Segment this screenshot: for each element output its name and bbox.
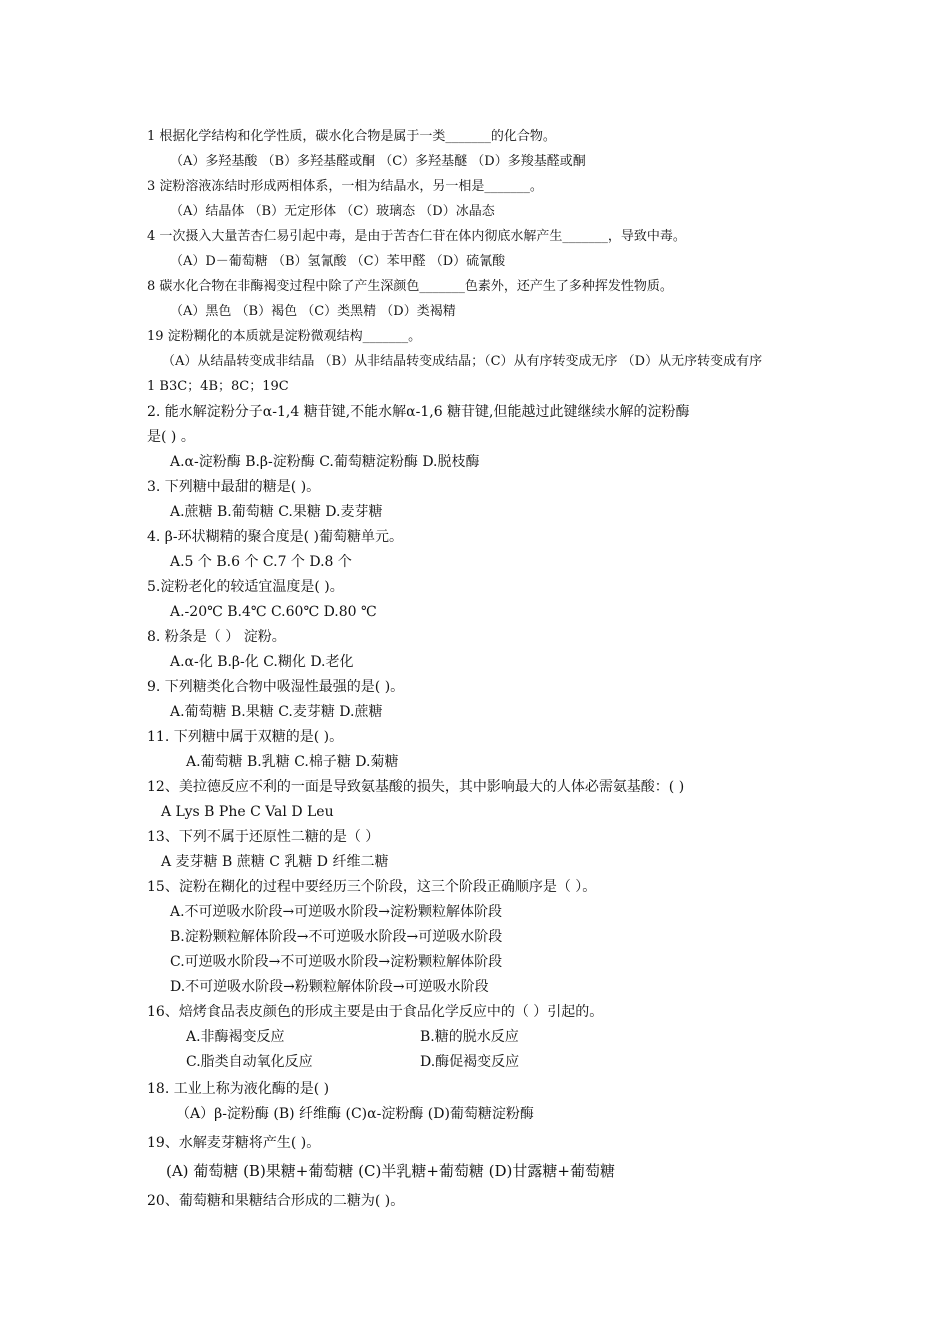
mc-question-13: 13、下列不属于还原性二糖的是（ ） xyxy=(147,829,380,845)
mc-question-5: 5.淀粉老化的较适宜温度是( )。 xyxy=(147,579,344,595)
mc-question-15: 15、淀粉在糊化的过程中要经历三个阶段，这三个阶段正确顺序是（ ）。 xyxy=(147,879,597,895)
mc-question-3-options: A.蔗糖 B.葡萄糖 C.果糖 D.麦芽糖 xyxy=(170,504,383,520)
question-19-options: （A）从结晶转变成非结晶 （B）从非结晶转变成结晶；（C）从有序转变成无序 （D）从无序转变成有序 xyxy=(162,354,763,369)
mc-question-5-options: A.-20℃ B.4℃ C.60℃ D.80 ℃ xyxy=(170,604,377,620)
mc-question-2-cont: 是( ) 。 xyxy=(147,429,195,445)
mc-question-12-options: A Lys B Phe C Val D Leu xyxy=(161,804,334,820)
mc-question-4-options: A.5 个 B.6 个 C.7 个 D.8 个 xyxy=(170,554,352,570)
mc-question-2-options: A.α-淀粉酶 B.β-淀粉酶 C.葡萄糖淀粉酶 D.脱枝酶 xyxy=(170,454,480,470)
mc-question-3: 3. 下列糖中最甜的糖是( )。 xyxy=(147,479,321,495)
mc-question-16: 16、焙烤食品表皮颜色的形成主要是由于食品化学反应中的（ ）引起的。 xyxy=(147,1004,604,1020)
mc-question-15-option-d: D.不可逆吸水阶段→粉颗粒解体阶段→可逆吸水阶段 xyxy=(170,979,489,995)
question-4: 4 一次摄入大量苦杏仁易引起中毒，是由于苦杏仁苷在体内彻底水解产生_______，导致中毒。 xyxy=(147,229,686,244)
question-8-options: （A）黑色 （B）褐色 （C）类黑精 （D）类褐精 xyxy=(170,304,456,319)
mc-question-2: 2. 能水解淀粉分子α-1,4 糖苷键,不能水解α-1,6 糖苷键,但能越过此键继续水解的淀粉酶 xyxy=(147,404,690,420)
question-3-options: （A）结晶体 （B）无定形体 （C）玻璃态 （D）冰晶态 xyxy=(170,204,495,219)
mc-question-11-options: A.葡萄糖 B.乳糖 C.棉子糖 D.菊糖 xyxy=(186,754,399,770)
mc-question-19-options: (A) 葡萄糖 (B)果糖+葡萄糖 (C)半乳糖+葡萄糖 (D)甘露糖+葡萄糖 xyxy=(166,1162,615,1180)
mc-question-18: 18. 工业上称为液化酶的是( ) xyxy=(147,1081,330,1097)
mc-question-15-option-b: B.淀粉颗粒解体阶段→不可逆吸水阶段→可逆吸水阶段 xyxy=(170,929,503,945)
question-8: 8 碳水化合物在非酶褐变过程中除了产生深颜色_______色素外，还产生了多种挥发性物质。 xyxy=(147,279,673,294)
mc-question-11: 11. 下列糖中属于双糖的是( )。 xyxy=(147,729,344,745)
mc-question-12: 12、美拉德反应不利的一面是导致氨基酸的损失，其中影响最大的人体必需氨基酸：( ) xyxy=(147,779,685,795)
mc-question-16-option-c: C.脂类自动氧化反应 xyxy=(186,1054,313,1070)
mc-question-4: 4. β-环状糊精的聚合度是( )葡萄糖单元。 xyxy=(147,529,404,545)
mc-question-15-option-a: A.不可逆吸水阶段→可逆吸水阶段→淀粉颗粒解体阶段 xyxy=(170,904,503,920)
mc-question-9: 9. 下列糖类化合物中吸湿性最强的是( )。 xyxy=(147,679,405,695)
mc-question-19: 19、水解麦芽糖将产生( )。 xyxy=(147,1135,321,1151)
mc-question-16-option-b: B.糖的脱水反应 xyxy=(420,1029,519,1045)
mc-question-9-options: A.葡萄糖 B.果糖 C.麦芽糖 D.蔗糖 xyxy=(170,704,383,720)
answer-key: 1 B3C；4B；8C；19C xyxy=(147,379,289,394)
mc-question-8-options: A.α-化 B.β-化 C.糊化 D.老化 xyxy=(170,654,354,670)
question-3: 3 淀粉溶液冻结时形成两相体系，一相为结晶水，另一相是_______。 xyxy=(147,179,543,194)
mc-question-16-option-a: A.非酶褐变反应 xyxy=(186,1029,285,1045)
question-1: 1 根据化学结构和化学性质，碳水化合物是属于一类_______的化合物。 xyxy=(147,129,556,144)
question-1-options: （A）多羟基酸 （B）多羟基醛或酮 （C）多羟基醚 （D）多羧基醛或酮 xyxy=(170,154,586,169)
mc-question-8: 8. 粉条是（ ） 淀粉。 xyxy=(147,629,286,645)
mc-question-13-options: A 麦芽糖 B 蔗糖 C 乳糖 D 纤维二糖 xyxy=(161,854,389,870)
mc-question-20: 20、葡萄糖和果糖结合形成的二糖为( )。 xyxy=(147,1193,405,1209)
mc-question-16-option-d: D.酶促褐变反应 xyxy=(420,1054,520,1070)
question-19: 19 淀粉糊化的本质就是淀粉微观结构_______。 xyxy=(147,329,422,344)
question-4-options: （A）D－葡萄糖 （B）氢氰酸 （C）苯甲醛 （D）硫氰酸 xyxy=(170,254,506,269)
mc-question-15-option-c: C.可逆吸水阶段→不可逆吸水阶段→淀粉颗粒解体阶段 xyxy=(170,954,503,970)
mc-question-18-options: （A）β-淀粉酶 (B) 纤维酶 (C)α-淀粉酶 (D)葡萄糖淀粉酶 xyxy=(176,1106,534,1122)
